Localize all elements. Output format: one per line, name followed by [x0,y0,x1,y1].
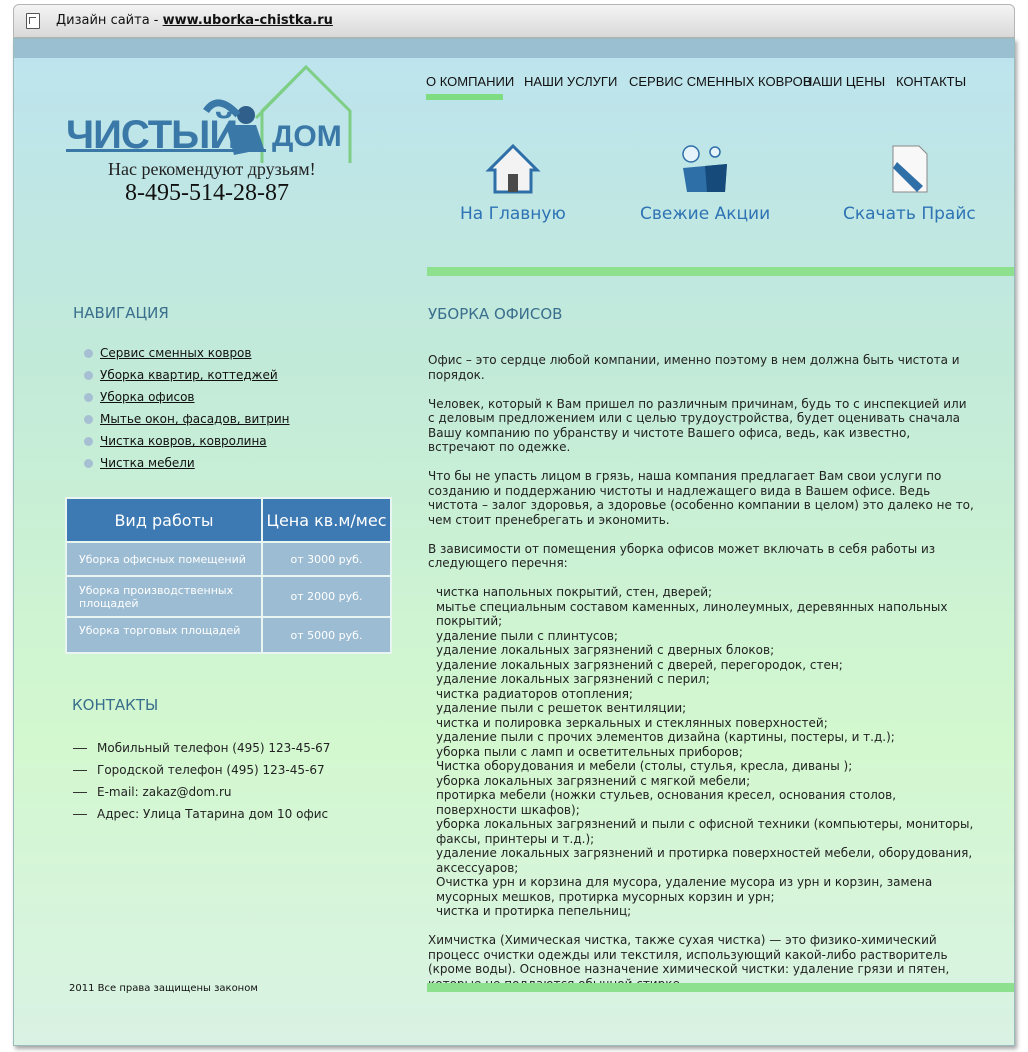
dash-icon [73,792,87,793]
page-title: УБОРКА ОФИСОВ [428,305,563,323]
bullet-icon [84,459,93,468]
contact-text: Городской телефон (495) 123-45-67 [97,763,325,777]
sidebar-link[interactable]: Мытье окон, фасадов, витрин [100,412,290,426]
bullet-icon [84,349,93,358]
table-row [66,576,391,617]
cell-work: Уборка офисных помещений [66,542,262,576]
sidebar-link[interactable]: Чистка ковров, ковролина [100,434,267,448]
sidebar-item-furniture[interactable] [84,452,290,474]
top-band [14,39,1014,58]
list-item: чистка и полировка зеркальных и стеклянных поверхностей; [436,715,828,730]
list-item: удаление локальных загрязнений с дверных блоков; [436,643,775,657]
price-table-header [66,498,391,542]
nav-active-indicator [426,94,503,100]
content-paragraph: Офис – это сердце любой компании, именно поэтому в нем должна быть чистота и порядок. [428,353,960,382]
cell-work: Уборка торговых площадей [66,617,262,653]
header-work-type: Вид работы [66,498,262,542]
contacts-list [73,737,330,825]
bullet-icon [84,415,93,424]
dash-icon [73,748,87,749]
sidebar-link[interactable]: Уборка офисов [100,390,195,404]
sidebar-item-carpet-service[interactable] [84,342,290,364]
contact-text: Мобильный телефон (495) 123-45-67 [97,741,331,755]
contact-address [73,803,330,825]
nav-carpet-service[interactable]: СЕРВИС СМЕННЫХ КОВРОВ [629,74,812,89]
quicklink-promo[interactable] [640,142,770,224]
sidebar-nav-title: НАВИГАЦИЯ [73,304,169,322]
dash-icon [73,814,87,815]
sidebar-item-apartments[interactable] [84,364,290,386]
contact-landline [73,759,330,781]
nav-services[interactable]: НАШИ УСЛУГИ [524,74,618,89]
logo-word-dom: ДОМ [272,120,342,153]
promo-icon [675,142,735,196]
footer-copyright: 2011 Все права защищены законом [69,983,258,994]
list-item: чистка напольных покрытий, стен, дверей; [436,585,713,599]
contact-mobile [73,737,330,759]
contacts-title: КОНТАКТЫ [72,696,159,714]
sidebar-nav-list [84,342,290,474]
logo-word-chisty: ЧИСТЫЙ [66,113,238,157]
nav-prices[interactable]: НАШИ ЦЕНЫ [803,74,886,89]
site-logo[interactable] [66,63,356,193]
content-paragraph: В зависимости от помещения уборка офисов может включать в себя работы из следующего перечня: [428,541,936,570]
sidebar-item-offices[interactable] [84,386,290,408]
quicklink-price[interactable] [843,142,976,224]
list-item: удаление пыли с плинтусов; [436,628,618,643]
list-item: протирка мебели (ножки стульев, основания кресел, основания столов, поверхности шкафов); [436,788,897,817]
header-divider [427,267,1015,276]
content-paragraph: Что бы не упасть лицом в грязь, наша компания предлагает Вам свои услуги по созданию и поддержанию чистоты и надлежащего вида в Вашем офисе. Ведь чистота – залог здоровья, а здоровье (особенно компании в целом) это далеко не то, чем стоит пренебрегать и экономить. [428,469,974,527]
list-item: уборка локальных загрязнений с мягкой мебели; [436,773,751,788]
list-item: чистка и протирка пепельниц; [436,904,632,918]
bullet-icon [84,393,93,402]
dash-icon [73,770,87,771]
quicklink-price-label: Скачать Прайс [843,204,976,224]
logo-slogan: Нас рекомендуют друзьям! [108,159,316,179]
page-frame [13,38,1015,1046]
cell-price: от 5000 руб. [262,617,391,653]
download-price-icon [879,142,939,196]
cell-work: Уборка производственных площадей [66,576,262,617]
nav-about[interactable]: О КОМПАНИИ [426,74,515,89]
contact-email [73,781,330,803]
services-list [428,585,976,919]
cell-price: от 3000 руб. [262,542,391,576]
list-item: удаление локальных загрязнений с перил; [436,672,710,686]
sidebar-link[interactable]: Уборка квартир, коттеджей [100,368,278,382]
window-titlebar [13,4,1015,38]
list-item: удаление пыли с прочих элементов дизайна (картины, постеры, и т.д.); [436,730,895,744]
list-item: Чистка оборудования и мебели (столы, стулья, кресла, диваны ); [436,759,853,773]
list-item: уборка локальных загрязнений и пыли с офисной техники (компьютеры, мониторы, факсы, принтеры и т.д.); [436,817,974,846]
window-title-link[interactable]: www.uborka-chistka.ru [162,13,333,28]
sidebar-link[interactable]: Сервис сменных ковров [100,346,252,360]
sidebar-link[interactable]: Чистка мебели [100,456,195,470]
table-row [66,542,391,576]
contact-text: Адрес: Улица Татарина дом 10 офис [97,807,329,821]
nav-contacts[interactable]: КОНТАКТЫ [896,74,967,89]
header-price: Цена кв.м/мес [262,498,391,542]
window-title [56,13,333,28]
bullet-icon [84,437,93,446]
list-item: удаление пыли с решеток вентиляции; [436,701,687,715]
bullet-icon [84,371,93,380]
header-phone: 8-495-514-28-87 [125,180,289,206]
quicklink-home-label: На Главную [460,204,566,224]
content-paragraph: Человек, который к Вам пришел по различным причинам, будь то с инспекцией или с деловым предложением или с целью трудоустройства, будет оценивать сначала Вашу компанию по убранству и чистоте Вашего офиса, ведь, как известно, встречают по одежке. [428,396,967,454]
list-item: удаление локальных загрязнений и протирка поверхностей мебели, оборудования, аксессуаров; [436,846,973,875]
sidebar-item-windows[interactable] [84,408,290,430]
list-item: удаление локальных загрязнений с дверей, перегородок, стен; [436,657,843,672]
list-item: уборка пыли с ламп и осветительных приборов; [436,744,743,759]
cell-price: от 2000 руб. [262,576,391,617]
list-item: Очистка урн и корзина для мусора, удаление мусора из урн и корзин, замена мусорных мешков, протирка мусорных корзин и урн; [436,875,933,904]
document-icon [26,13,40,29]
list-item: чистка радиаторов отопления; [436,686,633,701]
main-content [428,353,976,1006]
content-paragraph: Химчистка (Химическая чистка, также сухая чистка) — это физико-химический процесс очистки одежды или текстиля, использующий какой-либо растворитель (кроме воды). Основное назначение химической чистки: удаление грязи и пятен, [428,933,950,976]
window-title-prefix: Дизайн сайта - [56,13,163,28]
home-icon [483,142,543,196]
quicklink-home[interactable] [460,142,566,224]
price-table [65,497,392,654]
quicklink-promo-label: Свежие Акции [640,204,771,224]
list-item: мытье специальным составом каменных, линолеумных, деревянных напольных покрытий; [436,599,948,628]
contact-text: E-mail: zakaz@dom.ru [97,785,232,799]
table-row [66,617,391,653]
sidebar-item-carpets[interactable] [84,430,290,452]
footer-divider [427,983,1015,992]
